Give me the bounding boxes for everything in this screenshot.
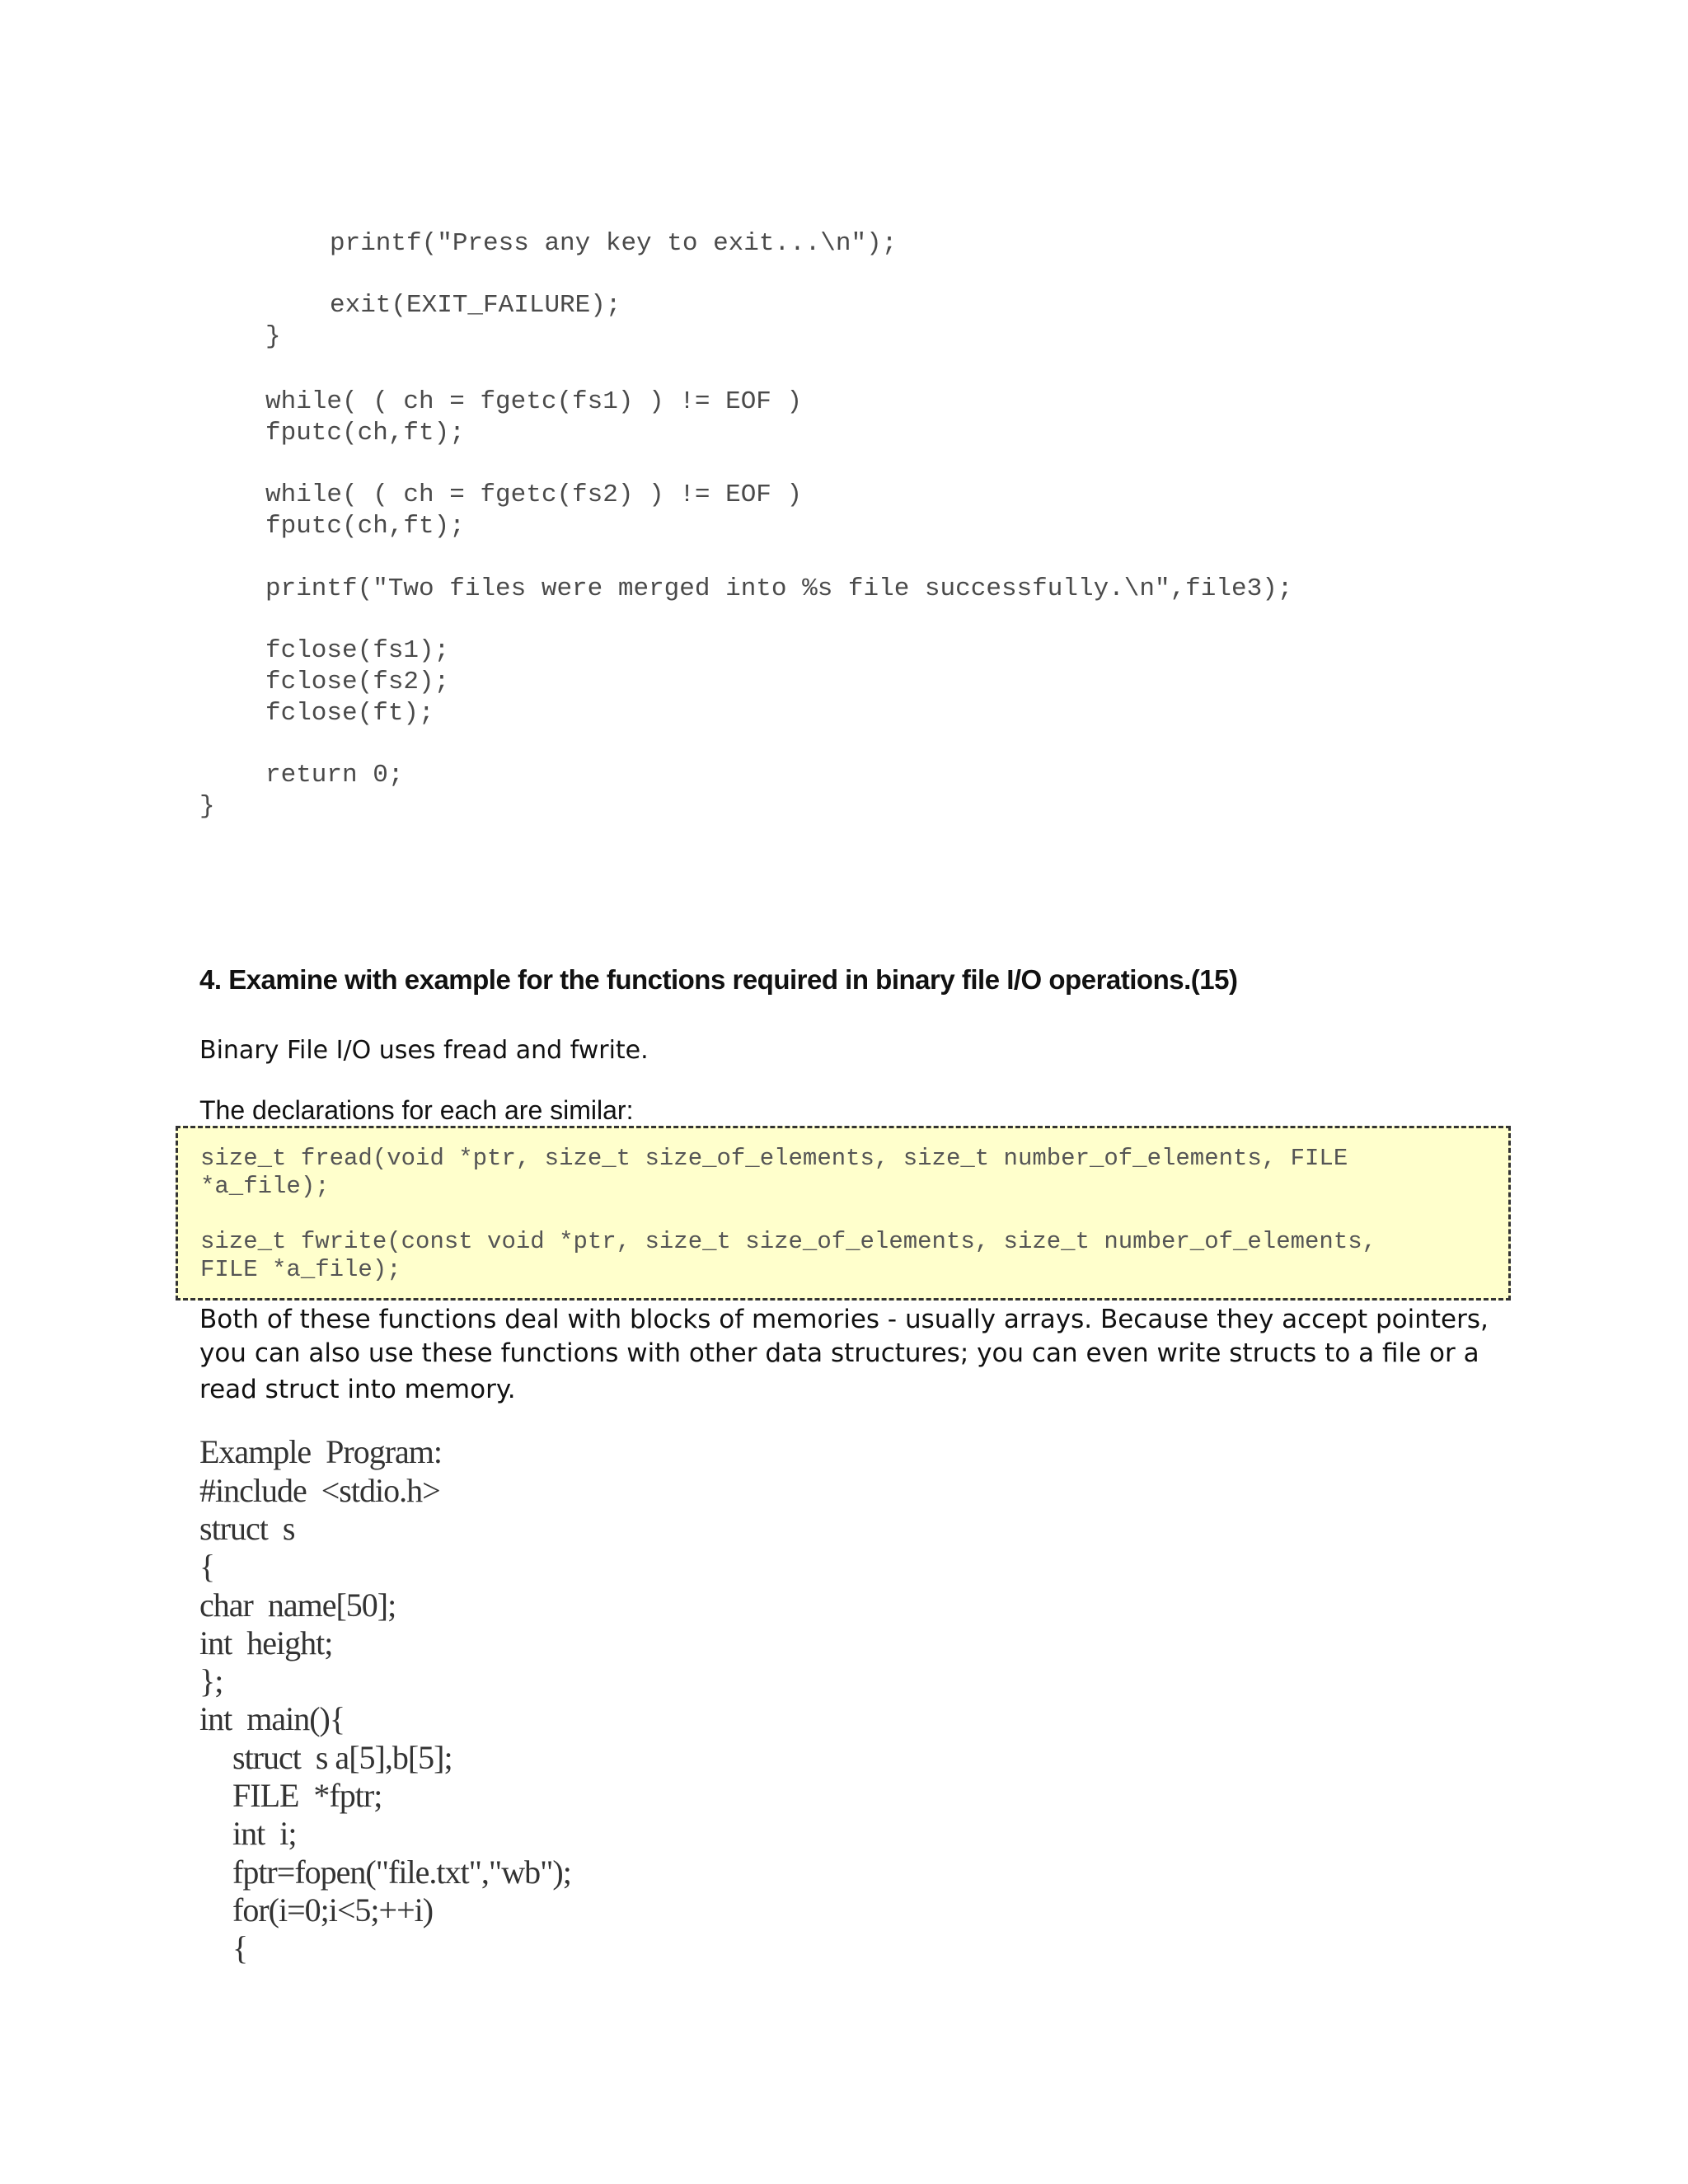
paragraph-line: you can also use these functions with other data structures; you can even write structs to a file or a [199,1338,1479,1368]
code-line: *a_file); [200,1173,330,1200]
declarations-code-box [176,1126,1511,1301]
code-line: FILE *a_file); [200,1256,401,1283]
code-line: fputc(ch,ft); [265,512,465,541]
code-line: printf("Two files were merged into %s file successfully.\n",file3); [265,574,1293,603]
example-line: { [199,1548,215,1585]
code-line: while( ( ch = fgetc(fs2) ) != EOF ) [265,480,803,509]
code-line: fputc(ch,ft); [265,419,465,448]
code-line: fclose(fs2); [265,668,450,696]
example-line: fptr=fopen("file.txt","wb"); [232,1854,571,1891]
example-line: struct s [199,1510,295,1547]
code-line: return 0; [265,761,404,790]
code-line: } [265,322,281,351]
paragraph-line: read struct into memory. [199,1375,516,1404]
example-line: Example Program: [199,1433,443,1470]
code-line: printf("Press any key to exit...\n"); [330,229,898,258]
example-line: int main(){ [199,1700,345,1737]
code-line: fclose(fs1); [265,636,450,665]
example-line: struct s a[5],b[5]; [232,1739,452,1776]
declarations-label: The declarations for each are similar: [199,1095,634,1125]
example-line: }; [199,1662,223,1699]
section-heading: 4. Examine with example for the functions required in binary file I/O operations.(15) [199,964,1238,995]
example-line: int i; [232,1815,297,1852]
intro-text: Binary File I/O uses fread and fwrite. [199,1036,649,1065]
code-line: while( ( ch = fgetc(fs1) ) != EOF ) [265,387,803,416]
example-line: FILE *fptr; [232,1777,382,1814]
code-line: } [199,792,215,821]
example-line: for(i=0;i<5;++i) [232,1891,434,1929]
code-line: size_t fwrite(const void *ptr, size_t size_of_elements, size_t number_of_elements, [200,1228,1377,1255]
code-line: fclose(ft); [265,699,434,728]
code-line: exit(EXIT_FAILURE); [330,291,621,320]
example-line: int height; [199,1624,333,1661]
code-line: size_t fread(void *ptr, size_t size_of_elements, size_t number_of_elements, FILE [200,1145,1348,1172]
example-line: #include <stdio.h> [199,1472,440,1509]
paragraph-line: Both of these functions deal with blocks of memories - usually arrays. Because they accept pointers, [199,1305,1489,1334]
example-line: char name[50]; [199,1586,396,1624]
example-line: { [232,1929,248,1966]
